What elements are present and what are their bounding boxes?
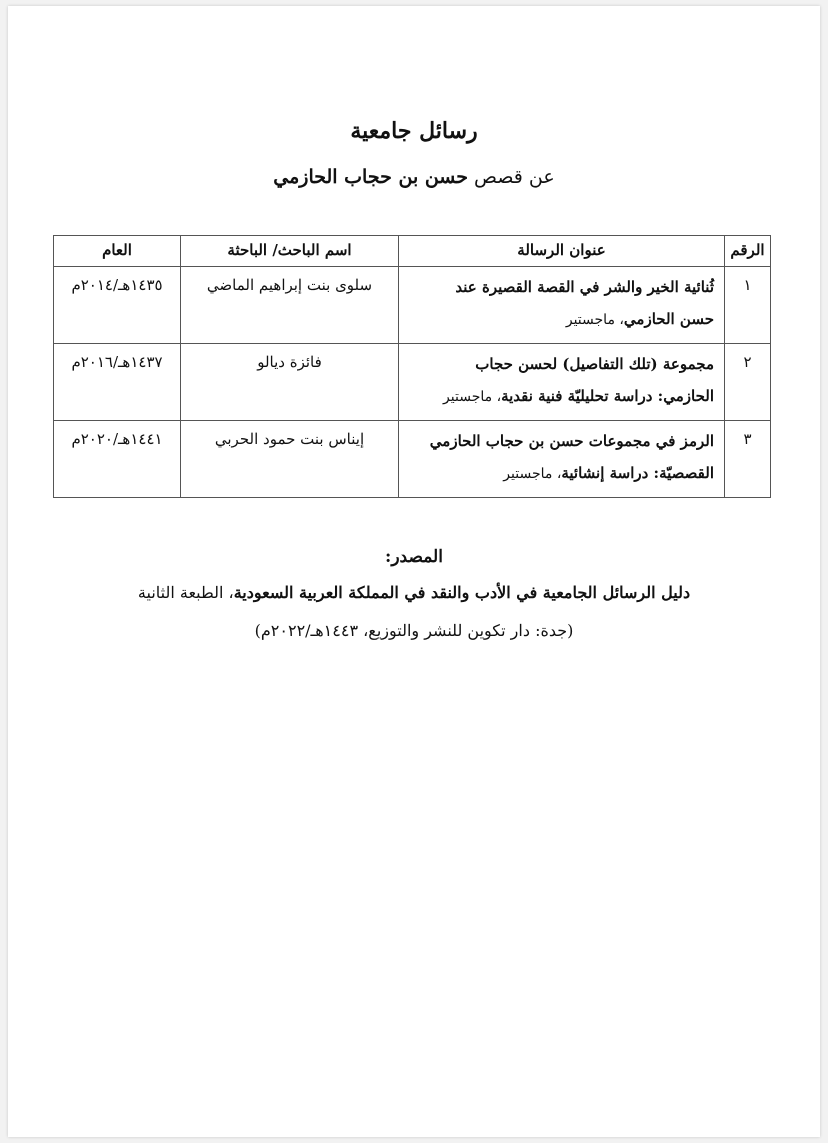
thesis-degree: ، ماجستير [565,312,624,328]
table-header-row [54,236,771,267]
row-researcher: فائزة ديالو [181,344,399,421]
header-num: الرقم [725,236,771,267]
thesis-degree: ، ماجستير [503,466,562,482]
thesis-title-text: ثُنائية الخير والشر في القصة القصيرة عند حسن الحازمي [455,278,714,328]
source-label: المصدر: [385,547,443,567]
header-title: عنوان الرسالة [399,236,725,267]
thesis-title-text: مجموعة (تلك التفاصيل) لحسن حجاب الحازمي: دراسة تحليليّة فنية نقدية [475,355,714,405]
source-publisher: (جدة: دار تكوين للنشر والتوزيع، ١٤٤٣هـ/٢٠٢٢م) [254,621,574,640]
theses-table [53,235,771,498]
table-row [54,267,771,344]
row-number: ٣ [725,421,771,498]
row-year: ١٤٣٥هـ/٢٠١٤م [54,267,181,344]
row-researcher: إيناس بنت حمود الحربي [181,421,399,498]
subtitle-prefix: عن قصص [474,166,555,188]
row-number: ٢ [725,344,771,421]
page-title: رسائل جامعية [350,118,478,144]
row-year: ١٤٤١هـ/٢٠٢٠م [54,421,181,498]
page-subtitle [8,166,820,188]
row-thesis-title [399,344,725,421]
header-year: العام [54,236,181,267]
table-row [54,344,771,421]
source-book-title: دليل الرسائل الجامعية في الأدب والنقد في المملكة العربية السعودية [233,583,691,602]
subtitle-author-name: حسن بن حجاب الحازمي [273,166,468,188]
table-row [54,421,771,498]
row-number: ١ [725,267,771,344]
row-thesis-title [399,421,725,498]
document-page [8,6,820,1137]
row-year: ١٤٣٧هـ/٢٠١٦م [54,344,181,421]
thesis-title-text: الرمز في مجموعات حسن بن حجاب الحازمي القصصيّة: دراسة إنشائية [429,432,714,482]
row-thesis-title [399,267,725,344]
thesis-degree: ، ماجستير [443,389,502,405]
row-researcher: سلوى بنت إبراهيم الماضي [181,267,399,344]
source-reference [8,583,820,602]
header-researcher: اسم الباحث/ الباحثة [181,236,399,267]
source-edition: ، الطبعة الثانية [137,583,234,602]
